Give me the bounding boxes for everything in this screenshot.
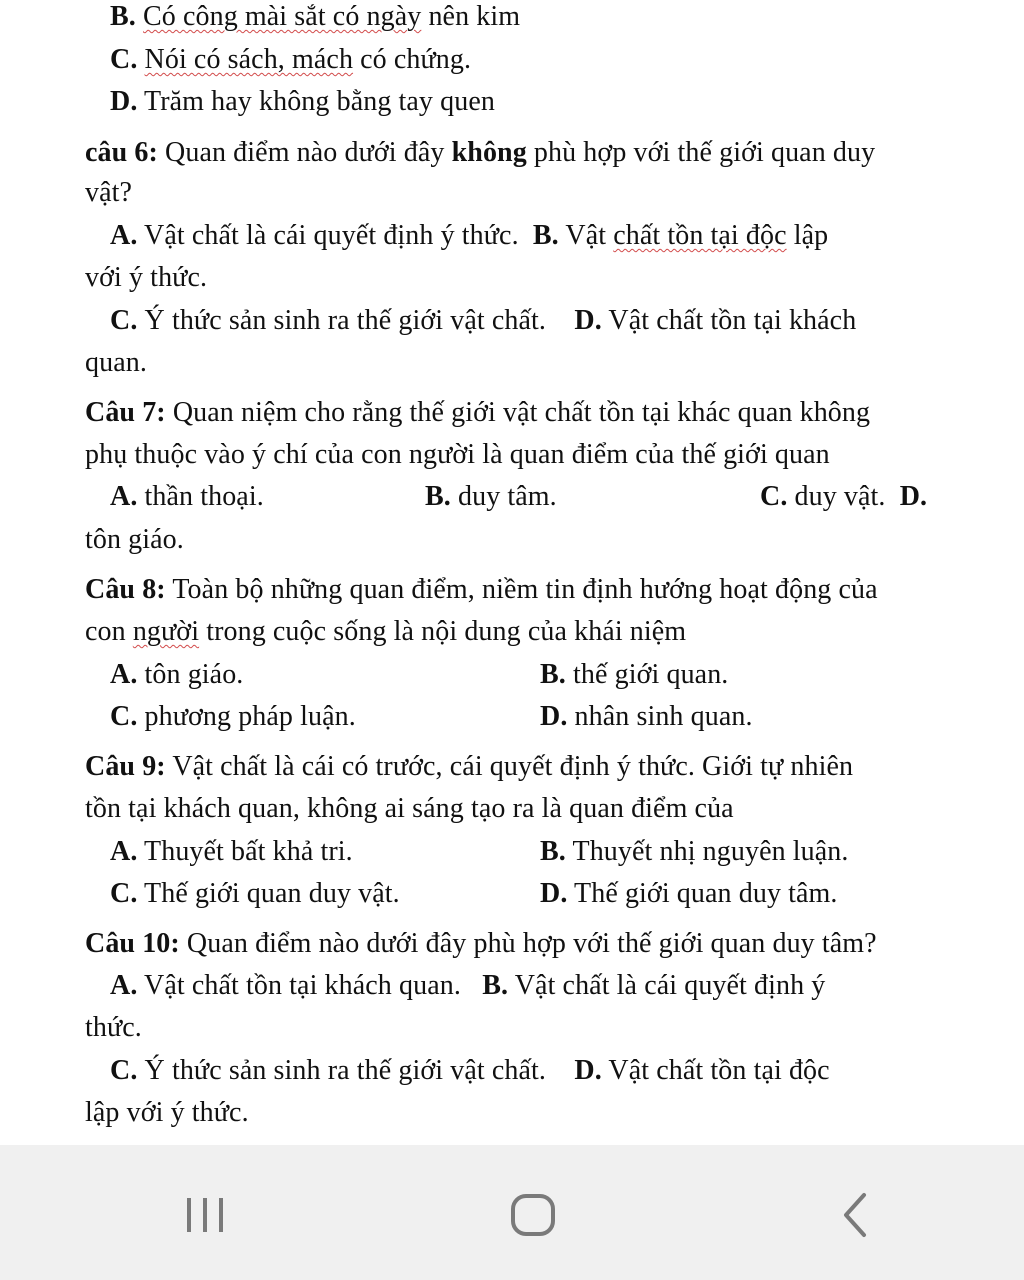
text-run: Vật chất là cái quyết định ý thức. bbox=[137, 220, 533, 251]
recent-apps-icon bbox=[175, 1190, 235, 1240]
document-line bbox=[540, 877, 838, 911]
bold-text: A. bbox=[110, 970, 138, 1001]
text-run: Quan điểm nào dưới đây phù hợp với thế giới quan duy tâm? bbox=[179, 928, 877, 959]
document-line bbox=[85, 1096, 249, 1130]
bold-text: C. bbox=[760, 481, 788, 512]
text-run: Ý thức sản sinh ra thế giới vật chất. bbox=[137, 305, 575, 336]
bold-text: B. bbox=[540, 659, 566, 690]
document-line bbox=[540, 658, 728, 692]
bold-text: D. bbox=[574, 305, 602, 336]
document-line bbox=[540, 835, 849, 869]
document-line bbox=[85, 523, 184, 557]
bold-text: Câu 10: bbox=[85, 928, 180, 959]
text-run: chất tồn tại độc bbox=[613, 220, 787, 251]
document-line bbox=[85, 396, 870, 430]
text-run: con bbox=[85, 616, 133, 647]
bold-text: B. bbox=[540, 836, 566, 867]
text-run: có chứng. bbox=[353, 44, 472, 75]
home-icon bbox=[498, 1187, 568, 1243]
text-run: người bbox=[132, 616, 200, 647]
bold-text: B. bbox=[110, 1, 136, 32]
bold-text: D. bbox=[540, 878, 568, 909]
document-line bbox=[85, 1011, 142, 1045]
text-run: thế giới quan. bbox=[565, 659, 729, 690]
bold-text: C. bbox=[110, 701, 138, 732]
text-run: lập với ý thức. bbox=[85, 1097, 249, 1128]
bold-text: D. bbox=[899, 481, 928, 512]
home-button[interactable] bbox=[478, 1175, 588, 1255]
document-line bbox=[110, 480, 264, 514]
text-run bbox=[136, 1, 143, 32]
document-line bbox=[110, 700, 356, 734]
document-line bbox=[540, 700, 753, 734]
document-line bbox=[110, 877, 400, 911]
bold-text: C. bbox=[110, 44, 138, 75]
document-line bbox=[85, 438, 830, 472]
text-run: Trăm hay không bằng tay quen bbox=[137, 86, 495, 117]
bold-text: B. bbox=[532, 220, 559, 251]
document-line bbox=[110, 85, 495, 119]
bold-text: C. bbox=[110, 878, 138, 909]
document-line bbox=[85, 615, 686, 649]
text-run: Thuyết bất khả tri. bbox=[137, 836, 353, 867]
document-line bbox=[110, 1054, 830, 1088]
bold-text: D. bbox=[540, 701, 568, 732]
bold-text: C. bbox=[110, 305, 138, 336]
text-run: Vật bbox=[558, 220, 614, 251]
text-run: Vật chất tồn tại khách quan. bbox=[137, 970, 483, 1001]
bold-text: D. bbox=[574, 1055, 602, 1086]
bold-text: A. bbox=[110, 220, 138, 251]
bold-text: Câu 8: bbox=[85, 574, 166, 605]
text-run: Vật chất tồn tại khách bbox=[601, 305, 857, 336]
document-line bbox=[85, 573, 878, 607]
text-run: Vật chất tồn tại độc bbox=[601, 1055, 830, 1086]
document-line bbox=[85, 927, 877, 961]
text-run: quan. bbox=[85, 347, 147, 378]
back-icon bbox=[830, 1187, 880, 1243]
text-run: nên kim bbox=[421, 1, 521, 32]
text-run: duy tâm. bbox=[450, 481, 557, 512]
text-run: trong cuộc sống là nội dung của khái niệm bbox=[199, 616, 687, 647]
bold-text: C. bbox=[110, 1055, 138, 1086]
text-run: nhân sinh quan. bbox=[567, 701, 753, 732]
text-run bbox=[137, 44, 144, 75]
text-run: Vật chất là cái quyết định ý bbox=[508, 970, 826, 1001]
text-run: Có công mài sắt có ngày bbox=[143, 1, 422, 32]
document-line bbox=[110, 969, 825, 1003]
document-line bbox=[425, 480, 557, 514]
bold-text: B. bbox=[482, 970, 509, 1001]
document-line bbox=[85, 136, 875, 170]
document-line bbox=[110, 0, 520, 34]
back-button[interactable] bbox=[800, 1175, 910, 1255]
document-line bbox=[85, 261, 207, 295]
text-run: Thế giới quan duy vật. bbox=[137, 878, 400, 909]
bold-text: B. bbox=[425, 481, 451, 512]
bold-text: A. bbox=[110, 836, 138, 867]
text-run: tồn tại khách quan, không ai sáng tạo ra là quan điểm của bbox=[85, 793, 734, 824]
text-run: vật? bbox=[85, 177, 133, 208]
bold-text: câu 6: bbox=[85, 137, 158, 168]
text-run: Nói có sách, mách bbox=[144, 44, 354, 75]
text-run: tôn giáo. bbox=[137, 659, 244, 690]
text-run: Thế giới quan duy tâm. bbox=[567, 878, 838, 909]
document-line bbox=[110, 219, 828, 253]
bold-text: Câu 9: bbox=[85, 751, 166, 782]
text-run: phương pháp luận. bbox=[137, 701, 356, 732]
document-line bbox=[110, 658, 243, 692]
document-line bbox=[85, 792, 734, 826]
bold-text: A. bbox=[110, 659, 138, 690]
text-run: thức. bbox=[85, 1012, 142, 1043]
text-run: Quan niệm cho rằng thế giới vật chất tồn tại khác quan không bbox=[165, 397, 871, 428]
text-run: phù hợp với thế giới quan duy bbox=[526, 137, 876, 168]
document-line bbox=[110, 43, 471, 77]
recent-apps-button[interactable] bbox=[150, 1175, 260, 1255]
text-run: Quan điểm nào dưới đây bbox=[157, 137, 452, 168]
text-run: phụ thuộc vào ý chí của con người là quan điểm của thế giới quan bbox=[85, 439, 830, 470]
document-line bbox=[85, 750, 853, 784]
bold-text: Câu 7: bbox=[85, 397, 166, 428]
bold-text: D. bbox=[110, 86, 138, 117]
document-line bbox=[760, 480, 927, 514]
text-run: lập bbox=[786, 220, 829, 251]
text-run: tôn giáo. bbox=[85, 524, 184, 555]
text-run: Vật chất là cái có trước, cái quyết định ý thức. Giới tự nhiên bbox=[165, 751, 854, 782]
text-run: thần thoại. bbox=[137, 481, 264, 512]
document-line bbox=[85, 346, 147, 380]
navigation-bar bbox=[0, 1145, 1024, 1280]
document-line bbox=[110, 304, 856, 338]
text-run: duy vật. bbox=[787, 481, 900, 512]
text-run: Ý thức sản sinh ra thế giới vật chất. bbox=[137, 1055, 575, 1086]
document-line bbox=[110, 835, 353, 869]
text-run: Toàn bộ những quan điểm, niềm tin định hướng hoạt động của bbox=[165, 574, 878, 605]
bold-text: A. bbox=[110, 481, 138, 512]
text-run: Thuyết nhị nguyên luận. bbox=[565, 836, 849, 867]
text-run: với ý thức. bbox=[85, 262, 208, 293]
bold-text: không bbox=[451, 137, 527, 168]
document-line bbox=[85, 176, 132, 210]
